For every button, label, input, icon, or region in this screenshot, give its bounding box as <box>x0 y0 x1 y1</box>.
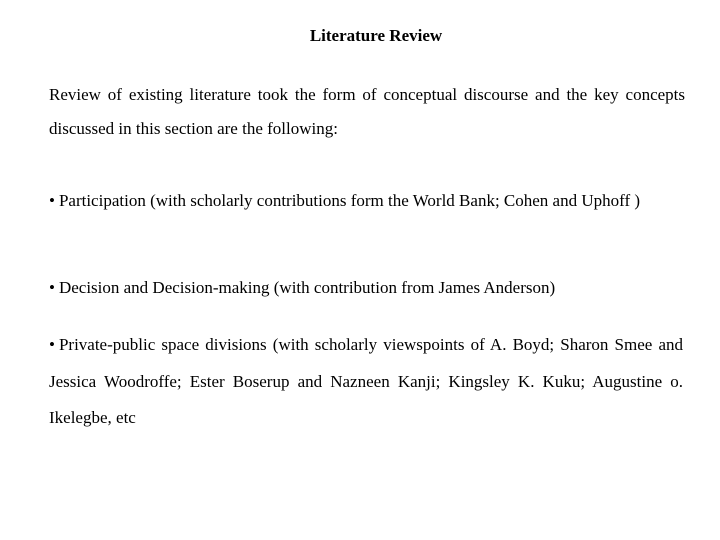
bullet-item-decision-making <box>49 270 683 306</box>
bullet-text: Participation (with scholarly contributions form the World Bank; Cohen and Uphoff ) <box>58 191 641 210</box>
bullet-item-private-public-space <box>49 327 683 437</box>
intro-paragraph: Review of existing literature took the form of conceptual discourse and the key concepts discussed in this section are the following: <box>49 85 685 138</box>
bullet-text: Decision and Decision-making (with contribution from James Anderson) <box>58 278 556 297</box>
bullet-dot: • <box>49 191 55 210</box>
bullet-item-participation <box>49 183 683 219</box>
bullet-text: Private-public space divisions (with scholarly viewspoints of A. Boyd; Sharon Smee and Jessica Woodroffe; Ester Boserup and Nazneen Kanji; Kingsley K. Kuku; Augustine o. Ikelegbe, etc <box>49 335 683 427</box>
page-title: Literature Review <box>309 26 443 45</box>
bullet-dot: • <box>49 278 55 297</box>
bullet-dot: • <box>49 335 55 354</box>
